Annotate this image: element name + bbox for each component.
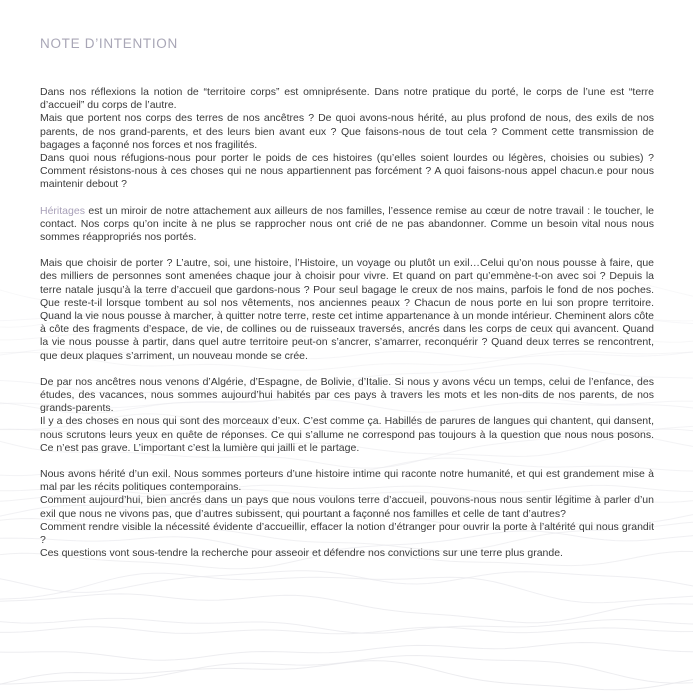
paragraph: Ces questions vont sous-tendre la recherche pour asseoir et défendre nos convictions sur une terre plus grande. [40, 547, 563, 560]
heritages-title-highlight: Héritages [40, 204, 85, 217]
paragraph: Comment rendre visible la nécessité évidente d’accueillir, effacer la notion d’étranger pour ouvrir la porte à l’altérité qui nous grandit ? [40, 520, 654, 547]
porter-block [40, 257, 654, 363]
heritages-block [40, 205, 654, 245]
paragraph: Mais que portent nos corps des terres de nos ancêtres ? De quoi avons-nous hérité, au plus profond de nous, des exils de nos parents, de nos grand-parents, et des leurs bien avant eux ? Que faisons-nous de tout cela ? Comment cette transmission de bagages a façonné nos forces et nos fragilités. [40, 112, 654, 151]
paragraph: Comment aujourd’hui, bien ancrés dans un pays que nous voulons terre d’accueil, pouvons-nous nous sentir légitime à parler d’un exil que nous ne vivons pas, que d’autres subissent, qui pourtant a façonné nos familles et celle de tant d’autres? [40, 494, 654, 520]
paragraph-text: est un miroir de notre attachement aux ailleurs de nos familles, l’essence remise au cœur de notre travail : le toucher, le contact. Nos corps qu’on incite à ne plus se rapprocher nous ont crié de ne pas abandonner. Comme un besoin vital nous nous sommes réappropriés nos portés. [40, 204, 654, 244]
paragraph: De par nos ancêtres nous venons d’Algérie, d’Espagne, de Bolivie, d’Italie. Si nous y avons vécu un temps, celui de l’enfance, des études, des vacances, nous sommes aujourd’hui habités par ces pays à travers les mots et les non-dits de nos parents, de nos grands-parents. [40, 375, 654, 415]
ancetres-block [40, 376, 654, 455]
paragraph: Dans nos réflexions la notion de “territoire corps” est omniprésente. Dans notre pratique du porté, le corps de l’une est “terre d’accueil” du corps de l’autre. [40, 86, 654, 112]
intro-block [40, 86, 654, 192]
paragraph: Il y a des choses en nous qui sont des morceaux d’eux. C’est comme ça. Habillés de parures de langues qui chantent, qui dansent, nous scrutons leurs yeux en quête de réponses. Ce qui s’allume ne correspond pas toujours à la question que nous nous posons. Ce n’est pas grave. L’important c’est la lumière qui jailli et le partage. [40, 415, 654, 454]
body-text [40, 86, 654, 561]
paragraph: Dans quoi nous réfugions-nous pour porter le poids de ces histoires (qu’elles soient lourdes ou légères, choisies ou subies) ? Comment résistons-nous à ces choses qui ne nous appartiennent pas forcément ? A quoi faisons-nous appel chacun.e pour nous maintenir debout ? [40, 152, 654, 191]
page-title: NOTE D’INTENTION [40, 36, 178, 51]
exil-block [40, 468, 654, 560]
paragraph: Nous avons hérité d’un exil. Nous sommes porteurs d’une histoire intime qui raconte notre humanité, et qui est grandement mise à mal par les récits politiques contemporains. [40, 468, 654, 494]
paragraph: Mais que choisir de porter ? L’autre, soi, une histoire, l’Histoire, un voyage ou plutôt un exil…Celui qu’on nous pousse à faire, que des milliers de personnes sont amenées chaque jour à choisir pour vivre. Et quand on part qu’emmène-t-on avec soi ? Depuis la terre natale jusqu’à la terre d’accueil que gardons-nous ? Pour seul bagage le creux de nos mains, parfois le fond de nos poches. Que reste-t-il lorsque tombent au sol nos vêtements, nos anciennes peaux ? Chacun de nous porte en lui son propre territoire. Quand la vie nous pousse à marcher, à quitter notre terre, reste cet intime appartenance à un monde intérieur. Cheminent alors côte à côte des fragments d’espace, de vie, de collines ou de ruisseaux traversés, ancrés dans les corps de ceux qui avancent. Quand la vie nous pousse à partir, dans quel autre territoire peut-on s’ancrer, s’amarrer, reconquérir ? Quand deux terres se rencontrent, que deux plaques s’arriment, un nouveau monde se crée. [40, 257, 655, 362]
paragraph [40, 205, 654, 245]
